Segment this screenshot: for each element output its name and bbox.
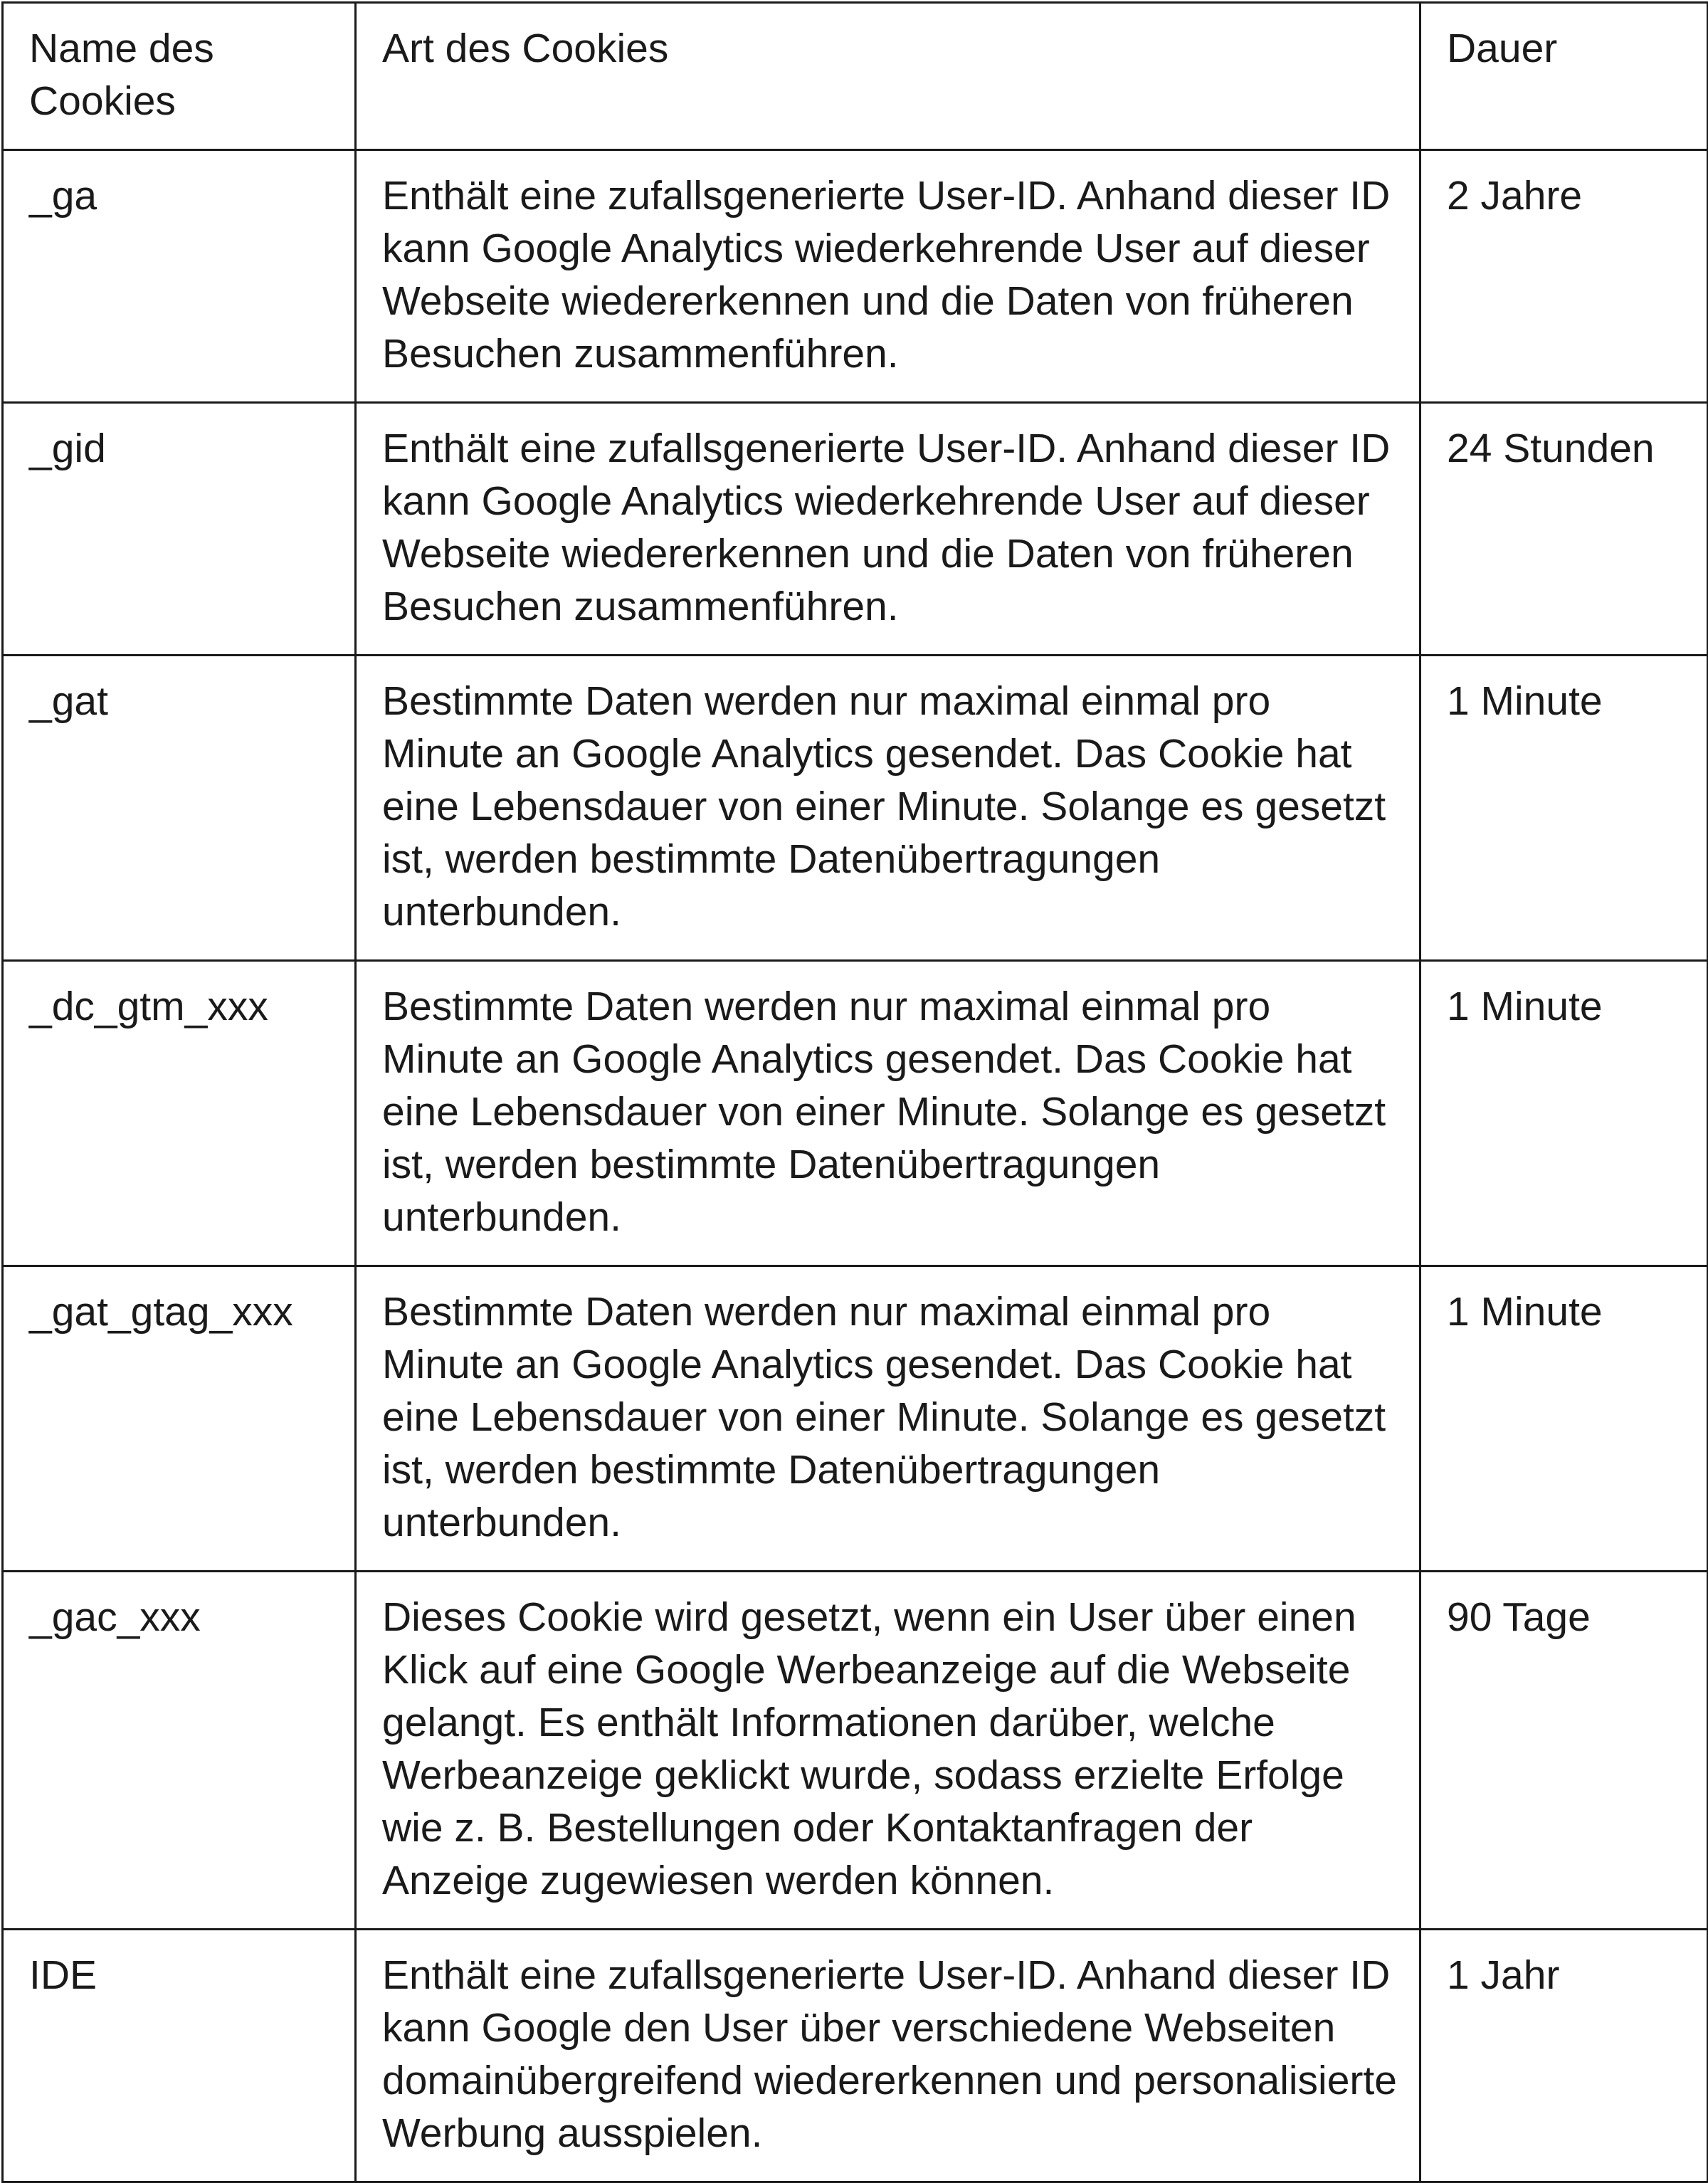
table-row bbox=[3, 1930, 1708, 2182]
table-row bbox=[3, 403, 1708, 656]
table-header bbox=[3, 3, 1708, 150]
header-cookie-name: Name des Cookies bbox=[3, 3, 356, 150]
header-duration: Dauer bbox=[1420, 3, 1708, 150]
cookie-duration: 90 Tage bbox=[1420, 1572, 1708, 1930]
header-row bbox=[3, 3, 1708, 150]
cookie-duration: 24 Stunden bbox=[1420, 403, 1708, 656]
header-cookie-type: Art des Cookies bbox=[356, 3, 1420, 150]
cookie-duration: 1 Minute bbox=[1420, 656, 1708, 961]
cookie-description: Dieses Cookie wird gesetzt, wenn ein User über einen Klick auf eine Google Werbeanzeige auf die Webseite gelangt. Es enthält Informationen darüber, welche Werbeanzeige geklickt wurde, sodass erzielte Erfolge wie z. B. Bestellungen oder Kontaktanfragen der Anzeige zugewiesen werden können. bbox=[356, 1572, 1420, 1930]
cookie-duration: 2 Jahre bbox=[1420, 150, 1708, 403]
cookie-duration: 1 Minute bbox=[1420, 1266, 1708, 1572]
cookie-name: _gat bbox=[3, 656, 356, 961]
cookie-name: _gat_gtag_xxx bbox=[3, 1266, 356, 1572]
table-body bbox=[3, 150, 1708, 2182]
table-row bbox=[3, 150, 1708, 403]
cookie-description: Enthält eine zufallsgenerierte User-ID. Anhand dieser ID kann Google Analytics wiederkehrende User auf dieser Webseite wiedererkennen und die Daten von früheren Besuchen zusammenführen. bbox=[356, 150, 1420, 403]
table-row bbox=[3, 656, 1708, 961]
cookie-description: Enthält eine zufallsgenerierte User-ID. Anhand dieser ID kann Google Analytics wiederkehrende User auf dieser Webseite wiedererkennen und die Daten von früheren Besuchen zusammenführen. bbox=[356, 403, 1420, 656]
cookie-table bbox=[1, 1, 1708, 2183]
table-row bbox=[3, 1266, 1708, 1572]
cookie-duration: 1 Jahr bbox=[1420, 1930, 1708, 2182]
cookie-description: Bestimmte Daten werden nur maximal einmal pro Minute an Google Analytics gesendet. Das Cookie hat eine Lebensdauer von einer Minute. Solange es gesetzt ist, werden bestimmte Datenübertragungen unterbunden. bbox=[356, 1266, 1420, 1572]
table-row bbox=[3, 961, 1708, 1266]
cookie-description: Enthält eine zufallsgenerierte User-ID. Anhand dieser ID kann Google den User über verschiedene Webseiten domainübergreifend wiedererkennen und personalisierte Werbung ausspielen. bbox=[356, 1930, 1420, 2182]
cookie-name: _gid bbox=[3, 403, 356, 656]
cookie-name: _dc_gtm_xxx bbox=[3, 961, 356, 1266]
cookie-name: _ga bbox=[3, 150, 356, 403]
cookie-duration: 1 Minute bbox=[1420, 961, 1708, 1266]
cookie-description: Bestimmte Daten werden nur maximal einmal pro Minute an Google Analytics gesendet. Das Cookie hat eine Lebensdauer von einer Minute. Solange es gesetzt ist, werden bestimmte Datenübertragungen unterbunden. bbox=[356, 961, 1420, 1266]
cookie-description: Bestimmte Daten werden nur maximal einmal pro Minute an Google Analytics gesendet. Das Cookie hat eine Lebensdauer von einer Minute. Solange es gesetzt ist, werden bestimmte Datenübertragungen unterbunden. bbox=[356, 656, 1420, 961]
cookie-name: _gac_xxx bbox=[3, 1572, 356, 1930]
table-row bbox=[3, 1572, 1708, 1930]
cookie-name: IDE bbox=[3, 1930, 356, 2182]
